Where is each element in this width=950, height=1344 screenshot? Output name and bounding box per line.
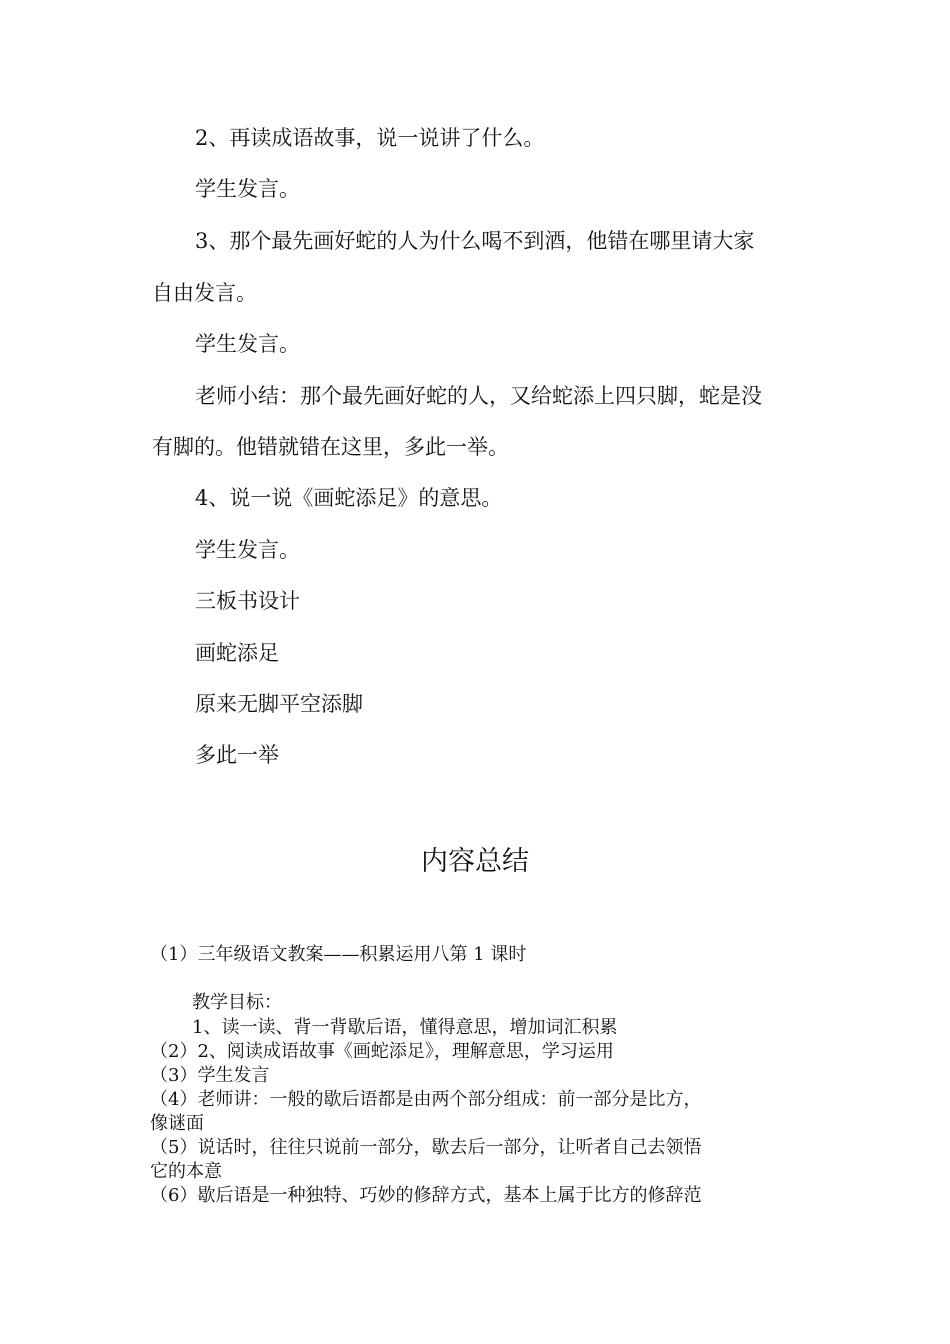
summary-line-objective-1: 1、读一读、背一背歇后语，懂得意思，增加词汇积累: [192, 1017, 618, 1038]
summary-line-2: （2）2、阅读成语故事《画蛇添足》，理解意思，学习运用: [150, 1041, 614, 1062]
body-line-board-item-2: 多此一举: [195, 743, 279, 767]
body-line-student-speak-3: 学生发言。: [195, 538, 300, 562]
summary-title: 内容总结: [421, 846, 529, 877]
summary-line-4-cont: 像谜面: [150, 1113, 204, 1134]
body-line-teacher-summary: 老师小结：那个最先画好蛇的人，又给蛇添上四只脚，蛇是没: [195, 384, 762, 408]
summary-line-1: （1）三年级语文教案——积累运用八第 1 课时: [150, 944, 527, 965]
body-line-student-speak-1: 学生发言。: [195, 177, 300, 201]
body-line-teacher-summary-cont: 有脚的。他错就错在这里，多此一举。: [152, 435, 509, 459]
body-line-board-item-1: 原来无脚平空添脚: [195, 692, 363, 716]
body-line-board-design: 三板书设计: [195, 589, 300, 613]
summary-line-objectives: 教学目标：: [192, 992, 282, 1013]
body-line-q4: 4、说一说《画蛇添足》的意思。: [195, 486, 503, 510]
body-line-q2: 2、再读成语故事，说一说讲了什么。: [195, 126, 545, 150]
summary-line-3: （3）学生发言: [150, 1065, 270, 1086]
summary-line-5-cont: 它的本意: [150, 1161, 222, 1182]
body-line-student-speak-2: 学生发言。: [195, 332, 300, 356]
body-line-board-title: 画蛇添足: [195, 641, 279, 665]
body-line-q3: 3、那个最先画好蛇的人为什么喝不到酒，他错在哪里请大家: [195, 229, 755, 253]
summary-line-4: （4）老师讲：一般的歇后语都是由两个部分组成：前一部分是比方，: [150, 1089, 702, 1110]
summary-line-6: （6）歇后语是一种独特、巧妙的修辞方式，基本上属于比方的修辞范: [150, 1185, 702, 1206]
body-line-q3-cont: 自由发言。: [152, 281, 257, 305]
summary-line-5: （5）说话时，往往只说前一部分，歇去后一部分，让听者自己去领悟: [150, 1137, 702, 1158]
